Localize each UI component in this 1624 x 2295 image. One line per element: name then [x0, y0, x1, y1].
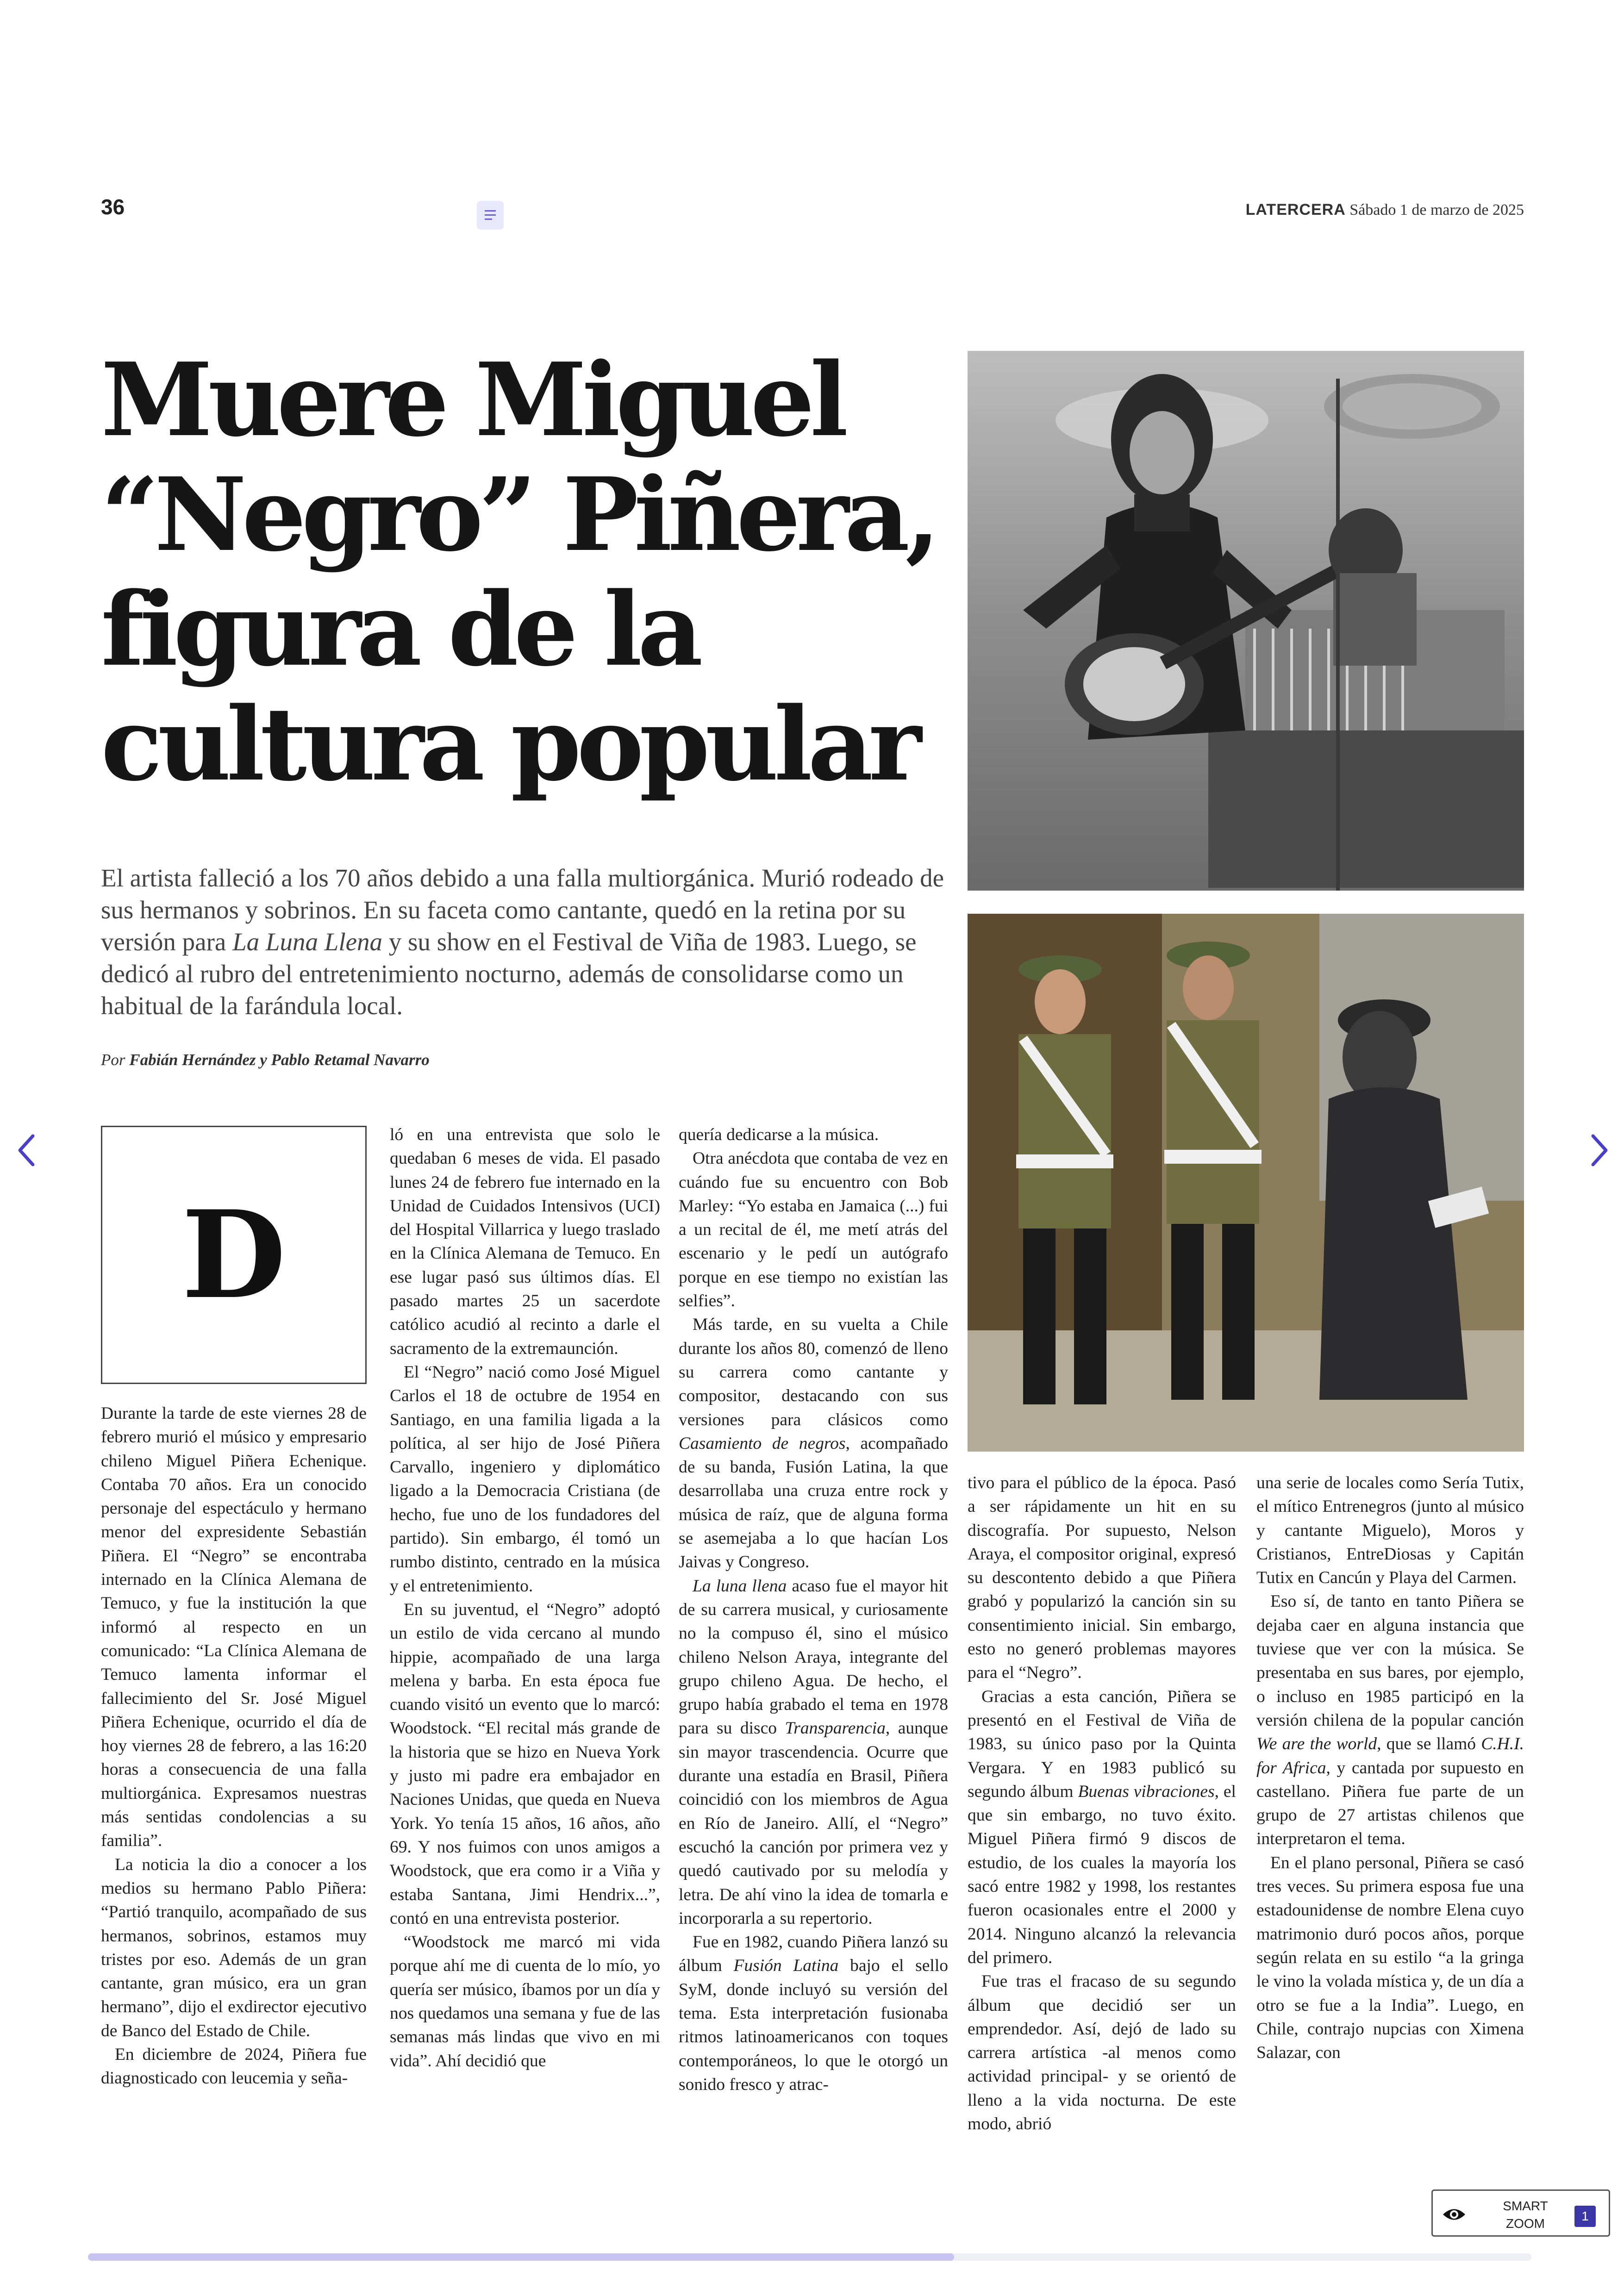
- paragraph: tivo para el público de la época. Pasó a ser rápidamente un hit en su discografía. Por supuesto, Nelson Araya, el compositor original, expresó su descontento debido a que Piñera grabó y popularizó la canción sin su consentimiento inicial. Sin embargo, esto no generó problemas mayores para el “Negro”.: [968, 1473, 1236, 1683]
- previous-page-button[interactable]: [6, 1129, 47, 1171]
- carabineros-photo: [968, 914, 1524, 1452]
- paragraph: En su juventud, el “Negro” adoptó un estilo de vida cercano al mundo hippie, acompañado de una larga melena y barba. En esta época fue cuando visitó un evento que lo marcó: Woodstock. “El recital más grande de la historia que se hizo en Nueva York y justo mi padre era embajador en Naciones Unidas, que queda en Nueva York. Yo tenía 15 años, 16 años, año 69. Y nos fuimos con unos amigos a Woodstock, que era como ir a Viña y estaba Santana, Jimi Hendrix...”, contó en una entrevista posterior.: [390, 1600, 660, 1928]
- paragraph: Eso sí, de tanto en tanto Piñera se dejaba caer en alguna instancia que tuviese que ver con la música. Se presentaba en sus bares, por ejemplo, o incluso en 1985 participó en la versión chilena de la popular canción We are the world, que se llamó C.H.I. for Africa, y cantada por supuesto en castellano. Piñera fue parte de un grupo de 27 artistas chilenos que interpretaron el tema.: [1256, 1592, 1524, 1849]
- masthead-date: Sábado 1 de marzo de 2025: [1349, 201, 1524, 218]
- headline-line: figura de la: [101, 570, 699, 689]
- masthead: [1246, 201, 1524, 219]
- drop-cap-box: [101, 1126, 367, 1384]
- article-column-2: [390, 1123, 660, 2073]
- headline-line: Muere Miguel: [101, 341, 844, 459]
- byline: Por Fabián Hernández y Pablo Retamal Navarro: [101, 1051, 430, 1069]
- smart-zoom-label: SMART ZOOM: [1503, 2199, 1548, 2231]
- headline-line: “Negro” Piñera,: [101, 455, 936, 574]
- paragraph: “Woodstock me marcó mi vida porque ahí me di cuenta de lo mío, yo quería ser músico, íbamos por un día y nos quedamos una semana y fue de las semanas más lindas que vivo en mi vida”. Ahí decidió que: [390, 1933, 660, 2070]
- chevron-right-icon: [1590, 1134, 1609, 1166]
- article-column-3: [679, 1123, 948, 2096]
- headline: [101, 343, 981, 802]
- paragraph: una serie de locales como Sería Tutix, el mítico Entrenegros (junto al músico y cantante Miguelo), Moros y Cristianos, EntreDiosas y Capitán Tutix en Cancún y Playa del Carmen.: [1256, 1473, 1524, 1588]
- page-menu-icon[interactable]: [477, 201, 504, 230]
- paragraph: Otra anécdota que contaba de vez en cuándo fue su encuentro con Bob Marley: “Yo estaba en Jamaica (...) fui a un recital de él, me metí atrás del escenario y le pedí un autógrafo porque en ese tiempo no existían las selfies”.: [679, 1149, 948, 1311]
- masthead-brand: LATERCERA: [1245, 201, 1346, 218]
- paragraph: Durante la tarde de este viernes 28 de febrero murió el músico y empresario chileno Miguel Piñera Echenique. Contaba 70 años. Era un conocido personaje del espectáculo y hermano menor del expresidente Sebastián Piñera. El “Negro” se encontraba internado en la Clínica Alemana de Temuco, y fue la institución la que informó al respecto en un comunicado: “La Clínica Alemana de Temuco lamenta informar el fallecimiento del Sr. José Miguel Piñera Echenique, ocurrido el día de hoy viernes 28 de febrero, a las 16:20 horas a consecuencia de una falla multiorgánica. Expresamos nuestras más sentidas condolencias a su familia”.: [101, 1404, 367, 1851]
- reading-progress-fill: [88, 2253, 954, 2261]
- eye-icon: [1442, 2204, 1466, 2225]
- paragraph: Fue tras el fracaso de su segundo álbum que decidió ser un emprendedor. Así, dejó de lado su carrera artística -al menos como actividad principal- y se orientó de lleno a la vida nocturna. De este modo, abrió: [968, 1972, 1236, 2134]
- paragraph: El “Negro” nació como José Miguel Carlos el 18 de octubre de 1954 en Santiago, en una familia ligada a la política, al ser hijo de José Piñera Carvallo, ingeniero y diplomático ligado a la Democracia Cristiana (de hecho, fue uno de los fundadores del partido). Sin embargo, él tomó un rumbo distinto, centrado en la música y el entretenimiento.: [390, 1362, 660, 1596]
- paragraph: Más tarde, en su vuelta a Chile durante los años 80, comenzó de lleno su carrera como cantante y compositor, destacando con sus versiones para clásicos como Casamiento de negros, acompañado de su banda, Fusión Latina, la que desarrollaba una cruza entre rock y música de raíz, que de alguna forma se asemejaba a lo que hacían Los Jaivas y Congreso.: [679, 1315, 948, 1572]
- drop-cap: D: [181, 1184, 286, 1326]
- paragraph: En el plano personal, Piñera se casó tres veces. Su primera esposa fue una estadounidense de nombre Elena cuyo matrimonio duró pocos años, porque según relata en su estilo “a la gringa le vino la volada mística y, de un día a otro se fue a la India”. Luego, en Chile, contrajo nupcias con Ximena Salazar, con: [1256, 1853, 1524, 2063]
- headline-line: cultura popular: [101, 685, 917, 804]
- paragraph: quería dedicarse a la música.: [679, 1125, 879, 1144]
- paragraph: La noticia la dio a conocer a los medios su hermano Pablo Piñera: “Partió tranquilo, acompañado de sus hermanos, sobrinos, estamos muy tristes por eso. Además de un gran cantante, gran músico, era un gran hermano”, dijo el exdirector ejecutivo de Banco del Estado de Chile.: [101, 1855, 367, 2040]
- concert-photo: [968, 351, 1524, 891]
- paragraph: Fue en 1982, cuando Piñera lanzó su álbum Fusión Latina bajo el sello SyM, donde incluyó su versión del tema. Esta interpretación fusionaba ritmos latinoamericanos con toques contemporáneos, lo que le otorgó un sonido fresco y atrac-: [679, 1933, 949, 2094]
- next-page-button[interactable]: [1579, 1129, 1620, 1171]
- article-column-1: [101, 1402, 367, 2090]
- paragraph: ló en una entrevista que solo le quedaban 6 meses de vida. El pasado lunes 24 de febrero fue internado en la Unidad de Cuidados Intensivos (UCI) del Hospital Villarrica y luego traslado en la Clínica Alemana de Temuco. En ese lugar pasó sus últimos días. El pasado martes 25 un sacerdote católico acudió al recinto a darle el sacramento de la extremaunción.: [390, 1125, 660, 1358]
- paragraph: La luna llena acaso fue el mayor hit de su carrera musical, y curiosamente no la compuso él, sino el músico chileno Nelson Araya, integrante del grupo chileno Agua. De hecho, el grupo había grabado el tema en 1978 para su disco Transparencia, aunque sin mayor trascendencia. Ocurre que durante una estadía en Brasil, Piñera coincidió con los miembros de Agua en Río de Janeiro. Allí, el “Negro” escuchó la canción por primera vez y quedó cautivado por su melodía y letra. De ahí vino la idea de tomarla e incorporarla a su repertorio.: [679, 1576, 948, 1928]
- paragraph: En diciembre de 2024, Piñera fue diagnosticado con leucemia y seña-: [101, 2045, 367, 2088]
- chevron-left-icon: [17, 1134, 36, 1166]
- paragraph: Gracias a esta canción, Piñera se presentó en el Festival de Viña de 1983, su único paso por la Quinta Vergara. Y en 1983 publicó su segundo álbum Buenas vibraciones, el que sin embargo, no tuvo éxito. Miguel Piñera firmó 9 discos de estudio, de los cuales la mayoría los sacó entre 1982 y 1998, los restantes fueron ocasionales entre el 2000 y 2014. Ninguno alcanzó la relevancia del primero.: [968, 1687, 1236, 1967]
- lead-paragraph: El artista falleció a los 70 años debido a una falla multiorgánica. Murió rodeado de sus hermanos y sobrinos. En su faceta como cantante, quedó en la retina por su versión para La Luna Llena y su show en el Festival de Viña de 1983. Luego, se dedicó al rubro del entretenimiento nocturno, además de consolidarse como un habitual de la farándula local.: [101, 864, 944, 1020]
- article-column-5: [1256, 1471, 1524, 2064]
- smart-zoom-button[interactable]: [1431, 2189, 1610, 2237]
- page-number: 36: [101, 195, 125, 219]
- article-column-4: [968, 1471, 1236, 2136]
- zoom-count-badge: 1: [1574, 2206, 1596, 2227]
